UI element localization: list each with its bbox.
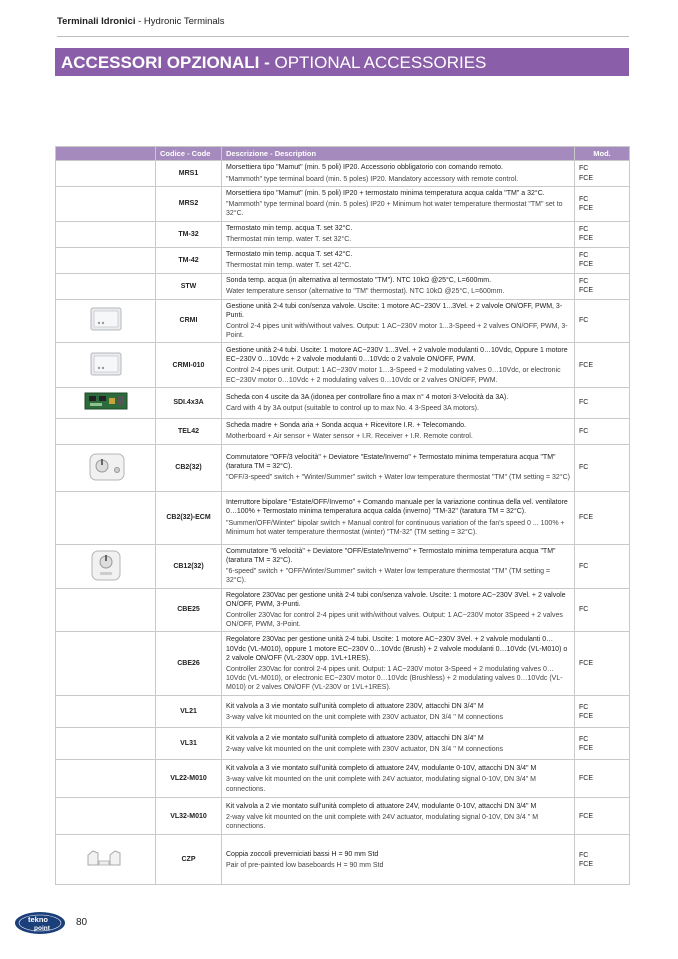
model-tag: FC [579,606,589,614]
product-code: CB12(32) [156,544,222,588]
section-header [57,16,225,27]
model-cell [575,632,630,696]
product-code: CRMI [156,299,222,343]
model-cell [575,388,630,418]
model-tag: FC [579,195,589,203]
description-italian: Regolatore 230Vac per gestione unità 2-4 tubi con/senza valvole. Uscite: 1 motore AC~230V 3Vel. + 2 valvole ON/OFF, PWM, 3-Punti. [226,591,566,608]
product-code: VL21 [156,696,222,728]
product-image-cell [56,273,156,299]
model-tag: FCE [579,660,593,668]
product-code: CBE25 [156,588,222,632]
model-tag: FCE [579,712,593,720]
model-tag: FC [579,464,589,472]
product-description [222,835,575,885]
product-image-cell [56,835,156,885]
product-image-cell [56,798,156,835]
product-code: TM-42 [156,247,222,273]
product-image-cell [56,491,156,544]
product-code: VL32-M010 [156,798,222,835]
table-row [56,247,630,273]
product-description [222,273,575,299]
description-english: "6-speed" switch + "OFF/Winter/Summer" switch + Water low temperature thermostat "TM" (TM setting = 32°C). [226,568,551,585]
page-title-en: OPTIONAL ACCESSORIES [274,53,487,72]
header-description: Descrizione - Description [222,147,575,161]
table-row [56,798,630,835]
product-code: CB2(32) [156,444,222,491]
model-cell [575,161,630,187]
product-description [222,588,575,632]
table-row [56,835,630,885]
product-image-cell [56,728,156,760]
description-italian: Interruttore bipolare "Estate/OFF/Inverno" + Comando manuale per la variazione continua della vel. ventilatore 0…100% + Termostato minima temperatura acqua calda (inverno) "TM-32" (taratura TM = 32°C). [226,499,568,516]
description-italian: Scheda madre + Sonda aria + Sonda acqua + Ricevitore I.R. + Telecomando. [226,421,466,429]
product-code: MRS1 [156,161,222,187]
description-english: "OFF/3-speed" switch + "Winter/Summer" switch + Water low temperature thermostat "TM" (TM setting = 32°C) [226,474,571,482]
table-row [56,418,630,444]
table-row [56,544,630,588]
model-tag: FC [579,317,589,325]
model-cell [575,760,630,798]
section-header-brand: Terminali Idronici [57,16,136,27]
product-code: CRMI-010 [156,343,222,388]
logo-line1: tekno [27,915,49,924]
product-code: SDI.4x3A [156,388,222,418]
product-image-cell [56,696,156,728]
description-english: "Summer/OFF/Winter" bipolar switch + Manual control for continuous variation of the fan's speed 0 ... 100% + Minimum hot water temperature thermostat (winter) "TM-32" (TM setting = 32°C). [226,519,565,536]
description-english: Thermostat min temp. water T. set 32°C. [226,236,352,244]
product-image-cell [56,343,156,388]
product-image-cell [56,418,156,444]
description-english: Thermostat min temp. water T. set 42°C. [226,262,352,270]
table-row [56,388,630,418]
product-image-cell [56,221,156,247]
table-row [56,343,630,388]
description-italian: Kit valvola a 2 vie montato sull'unità completo di attuatore 230V, attacchi DN 3/4" M [226,734,484,742]
model-tag: FC [579,851,589,859]
model-tag: FC [579,225,589,233]
product-image-cell [56,444,156,491]
model-tag: FC [579,399,589,407]
description-italian: Commutatore "OFF/3 velocità" + Deviatore "Estate/Inverno" + Termostato minima temperatura acqua "TM" (taratura TM = 32°C). [226,453,556,471]
page-title-banner [55,48,629,76]
description-italian: Regolatore 230Vac per gestione unità 2-4 tubi. Uscite: 1 motore AC~230V 3Vel. + 2 valvole modulanti 0…10Vdc (VL-M010), oppure 1 motore EC~230V 0…10Vdc (Brush) + 2 valvole modulanti 0…10Vdc (VL-M010) o 2 valvole ON/OFF (VL-230V opp. 1VL+1RES). [226,636,568,662]
product-code: TEL42 [156,418,222,444]
product-description [222,418,575,444]
description-italian: Scheda con 4 uscite da 3A (idonea per controllare fino a max n° 4 motori 3-Velocità da 3A). [226,393,509,401]
model-cell [575,247,630,273]
table-row [56,221,630,247]
product-description [222,247,575,273]
product-code: CBE26 [156,632,222,696]
product-description [222,696,575,728]
product-code: CB2(32)-ECM [156,491,222,544]
table-row [56,273,630,299]
table-header-row [56,147,630,161]
model-cell [575,728,630,760]
product-image-cell [56,388,156,418]
model-cell [575,588,630,632]
description-english: Card with 4 by 3A output (suitable to control up to max No. 4 3-Speed 3A motors). [226,405,479,413]
product-image-cell [56,760,156,798]
model-cell [575,273,630,299]
selector-switch-icon [84,548,128,582]
section-header-subtitle: - Hydronic Terminals [135,16,225,27]
product-description [222,632,575,696]
model-tag: FCE [579,287,593,295]
model-tag: FC [579,277,589,285]
model-cell [575,343,630,388]
description-italian: Gestione unità 2-4 tubi. Uscite: 1 motore AC~230V 1...3Vel. + 2 valvole modulanti 0…10Vdc, Oppure 1 motore EC~230V 0…10Vdc + 2 valvole modulanti 0…10Vdc o 2 valvole ON/OFF, PWM. [226,347,568,364]
table-row [56,760,630,798]
description-english: 3-way valve kit mounted on the unit complete with 230V actuator, DN 3/4 '' M connections [226,713,503,721]
model-tag: FC [579,427,589,435]
product-description [222,388,575,418]
thermostat-control-icon [89,351,123,377]
description-italian: Kit valvola a 2 vie montato sull'unità completo di attuatore 24V, modulante 0-10V, attacchi DN 3/4" M [226,802,537,810]
table-row [56,187,630,222]
accessories-table [55,146,630,885]
selector-switch-icon [84,450,128,482]
description-english: Water temperature sensor (alternative to "TM" thermostat). NTC 10kΩ @25°C, L=600mm. [226,288,505,296]
product-code: MRS2 [156,187,222,222]
description-italian: Morsettiera tipo "Mamut" (min. 5 poli) IP20. Accessorio obbligatorio con comando remoto. [226,164,503,172]
table-row [56,161,630,187]
product-image-cell [56,187,156,222]
header-model: Mod. [575,147,630,161]
product-description [222,187,575,222]
product-image-cell [56,247,156,273]
description-english: Control 2-4 pipes unit with/without valves. Output: 1 AC~230V motor 1...3-Speed + 2 valves ON/OFF, PWM, 3-Point. [226,323,568,340]
product-description [222,299,575,343]
product-code: VL31 [156,728,222,760]
model-tag: FCE [579,261,593,269]
description-italian: Kit valvola a 3 vie montato sull'unità completo di attuatore 230V, attacchi DN 3/4" M [226,702,484,710]
page-number: 80 [76,917,88,928]
model-tag: FCE [579,744,593,752]
circuit-board-icon [84,390,128,412]
description-english: Control 2-4 pipes unit. Output: 1 AC~230V motor 1…3-Speed + 2 modulating valves 0…10Vdc, or electronic EC~230V motor 0…10Vdc + 2 modulating valves 0…10Vdc or 2 valves ON/OFF, PWM. [226,367,561,384]
table-row [56,444,630,491]
product-image-cell [56,299,156,343]
model-cell [575,299,630,343]
product-description [222,444,575,491]
model-cell [575,835,630,885]
product-image-cell [56,588,156,632]
product-image-cell [56,161,156,187]
description-english: Motherboard + Air sensor + Water sensor + I.R. Receiver + I.R. Remote control. [226,433,473,441]
description-italian: Sonda temp. acqua (in alternativa al termostato "TM"). NTC 10kΩ @25°C, L=600mm. [226,276,492,284]
model-tag: FCE [579,514,593,522]
header-image-cell [56,147,156,161]
description-italian: Termostato min temp. acqua T. set 42°C. [226,250,353,258]
model-tag: FCE [579,174,593,182]
description-italian: Gestione unità 2-4 tubi con/senza valvole. Uscite: 1 motore AC~230V 1...3Vel. + 2 valvole ON/OFF, PWM, 3-Punti. [226,302,563,319]
product-image-cell [56,632,156,696]
description-italian: Coppia zoccoli preverniciati bassi H = 90 mm Std [226,850,379,858]
model-cell [575,418,630,444]
model-cell [575,544,630,588]
table-row [56,491,630,544]
product-code: VL22-M010 [156,760,222,798]
model-tag: FCE [579,775,593,783]
table-row [56,588,630,632]
model-cell [575,221,630,247]
model-cell [575,798,630,835]
description-english: 3-way valve kit mounted on the unit complete with 24V actuator, modulating signal 0-10V, DN 3/4" M connections. [226,776,537,793]
model-cell [575,187,630,222]
product-description [222,343,575,388]
model-cell [575,491,630,544]
model-tag: FCE [579,235,593,243]
model-tag: FC [579,735,589,743]
tekno-point-logo [14,910,70,936]
description-english: Controller 230Vac for control 2-4 pipes unit. Output: 1 AC~230V motor 3-Speed + 2 modulating valves 0…10Vdc (VL-M010), or electronic EC~230V motor 0…10Vdc (Brushless) + 2 modulating valves 0…10Vdc (VL-M010) or 2 valves ON/OFF (VL-230V or 1VL+1RES). [226,665,563,692]
product-image-cell [56,544,156,588]
description-italian: Morsettiera tipo "Mamut" (min. 5 poli) IP20 + termostato minima temperatura acqua calda "TM" a 32°C. [226,190,545,197]
product-code: CZP [156,835,222,885]
table-row [56,696,630,728]
header-divider [57,36,629,37]
description-english: 2-way valve kit mounted on the unit complete with 24V actuator, modulating signal 0-10V, DN 3/4 '' M connections. [226,813,539,831]
model-cell [575,444,630,491]
model-tag: FC [579,251,589,259]
description-english: "Mammoth" type terminal board (min. 5 poles) IP20. Mandatory accessory with remote control. [226,175,519,183]
model-tag: FC [579,165,589,173]
description-italian: Kit valvola a 3 vie montato sull'unità completo di attuatore 24V, modulante 0-10V, attacchi DN 3/4" M [226,765,537,773]
description-english: 2-way valve kit mounted on the unit complete with 230V actuator, DN 3/4 '' M connections [226,745,503,753]
table-row [56,632,630,696]
product-code: STW [156,273,222,299]
product-description [222,491,575,544]
model-tag: FCE [579,812,593,820]
model-tag: FCE [579,860,593,868]
model-tag: FC [579,562,589,570]
header-code: Codice - Code [156,147,222,161]
description-english: "Mammoth" type terminal board (min. 5 poles) IP20 + Minimum hot water temperature thermostat "TM" set to 32°C. [226,201,563,218]
baseboards-icon [84,847,128,869]
description-english: Controller 230Vac for control 2-4 pipes unit with/without valves. Output: 1 AC~230V motor 3Speed + 2 valves ON/OFF, PWM, 3-Point. [226,612,563,629]
product-description [222,798,575,835]
description-english: Pair of pre-painted low baseboards H = 90 mm Std [226,861,384,869]
model-cell [575,696,630,728]
table-row [56,299,630,343]
logo-line2: point [34,925,50,932]
product-description [222,544,575,588]
product-code: TM-32 [156,221,222,247]
table-row [56,728,630,760]
product-description [222,161,575,187]
model-tag: FC [579,703,589,711]
page-title-it: ACCESSORI OPZIONALI - [61,53,275,72]
model-tag: FCE [579,204,593,212]
product-description [222,728,575,760]
product-description [222,760,575,798]
product-description [222,221,575,247]
model-tag: FCE [579,361,593,369]
description-italian: Termostato min temp. acqua T. set 32°C. [226,224,353,232]
description-italian: Commutatore "6 velocità" + Deviatore "OFF/Estate/Inverno" + Termostato minima temperatura acqua "TM" (taratura TM = 32°C). [226,547,556,564]
thermostat-control-icon [89,306,123,332]
